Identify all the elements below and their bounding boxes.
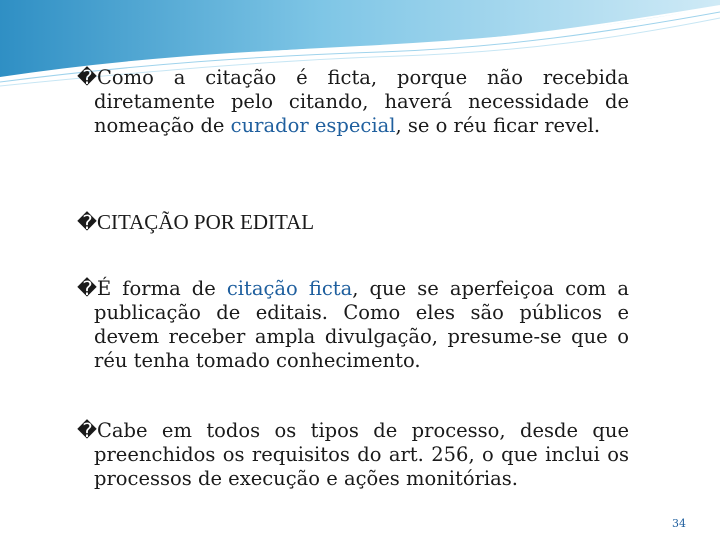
- highlight-citacao-ficta: citação ficta: [226, 277, 353, 300]
- paragraph-curador-especial: [77, 66, 629, 138]
- paragraph-text: , que se aperfeiçoa com a publicação de editais. Como eles são públicos e devem receber ampla divulgação, presume-se que o réu tenha tomado conhecimento.: [94, 277, 629, 372]
- square-bullet-icon: �: [77, 277, 97, 300]
- paragraph-text: Cabe em todos os tipos de processo, desde que preenchidos os requisitos do art. 256, o que inclui os processos de execução e ações monitórias.: [94, 419, 629, 490]
- paragraph-text: , se o réu ficar revel.: [395, 114, 601, 137]
- square-bullet-icon: �: [77, 66, 97, 89]
- highlight-curador-especial: curador especial: [230, 114, 396, 137]
- square-bullet-icon: �: [77, 211, 97, 234]
- paragraph-text: Como a citação é ficta, porque não recebida diretamente pelo citando, haverá necessidade de nomeação de: [94, 66, 629, 137]
- section-heading: [77, 210, 637, 235]
- paragraph-text: É forma de: [97, 277, 227, 300]
- page-number: 34: [672, 517, 686, 530]
- heading-citacao-por-edital: CITAÇÃO POR EDITAL: [97, 210, 315, 234]
- square-bullet-icon: �: [77, 419, 97, 442]
- paragraph-citacao-ficta: [77, 277, 629, 373]
- paragraph-cabimento: [77, 419, 629, 491]
